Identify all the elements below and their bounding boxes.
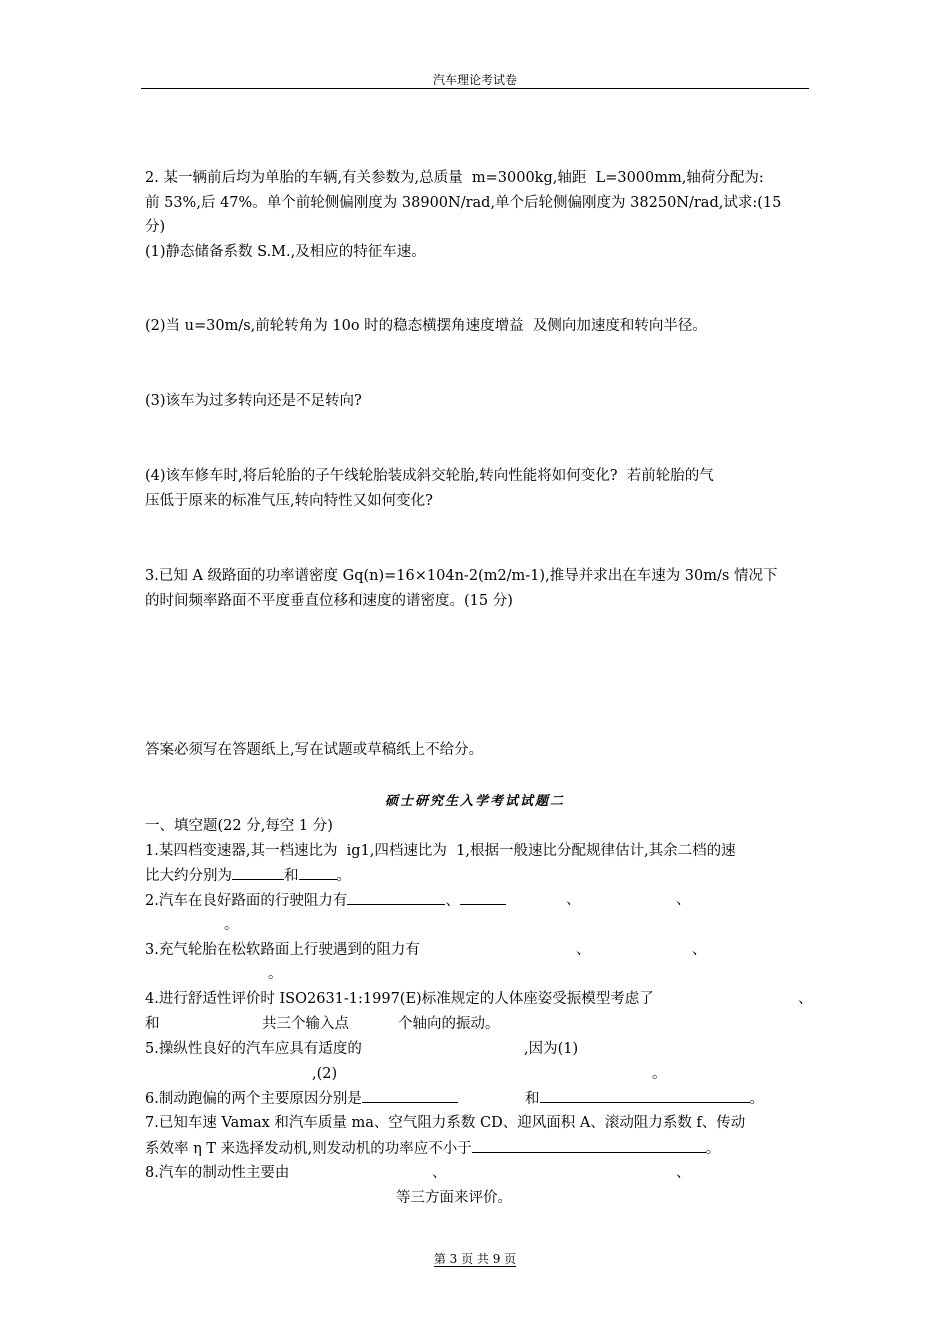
answer-blank[interactable] [472,1138,706,1153]
answer-blank[interactable] [347,890,445,905]
q3-line-1: 3.已知 A 级路面的功率谱密度 Gq(n)=16×104n-2(m2/m-1),推导并求出在车速为 30m/s 情况下 [145,568,778,584]
fill-3-end: 。 [268,966,283,982]
fill-8-sep-2: 、 [676,1165,691,1181]
fill-3-sep-2: 、 [692,942,707,958]
answer-blank[interactable] [232,865,284,880]
page-header-title: 汽车理论考试卷 [432,73,517,87]
fill-3-text: 3.充气轮胎在松软路面上行驶遇到的阻力有 [145,942,420,958]
fill-6-line [145,1088,458,1109]
page-footer [0,1250,950,1267]
q2-line-1: 2. 某一辆前后均为单胎的车辆,有关参数为,总质量 m=3000kg,轴距 L=3000mm,轴荷分配为: [145,170,764,186]
fill-8-line-a: 8.汽车的制动性主要由 [145,1165,290,1181]
fill-8-sep-1: 、 [432,1165,447,1181]
page-number: 第 3 页 共 9 页 [433,1252,517,1266]
fill-2-sep-2: 、 [566,892,581,908]
fill-7-line-a: 7.已知车速 Vamax 和汽车质量 ma、空气阻力系数 CD、迎风面积 A、滚动阻力系数 f、传动 [145,1115,746,1131]
fill-3-sep-1: 、 [576,942,591,958]
section-fill-in-title: 一、填空题(22 分,每空 1 分) [145,818,333,834]
q2-sub-3: (3)该车为过多转向还是不足转向? [145,393,362,409]
fill-5-end: 。 [652,1066,667,1082]
fill-1-line-b [145,865,351,886]
fill-2-text: 2.汽车在良好路面的行驶阻力有 [145,893,348,909]
q2-line-2: 前 53%,后 47%。单个前轮侧偏刚度为 38900N/rad,单个后轮侧偏刚度为 38250N/rad,试求:(15 [145,195,782,211]
fill-7-line-b [145,1138,720,1159]
answer-blank[interactable] [299,865,337,880]
fill-1-end: 。 [336,868,351,884]
fill-6-text: 6.制动跑偏的两个主要原因分别是 [145,1091,362,1107]
q2-line-3: 分) [145,219,166,235]
exam-title: 硕士研究生入学考试试题二 [384,794,565,809]
fill-1-line-a: 1.某四档变速器,其一档速比为 ig1,四档速比为 1,根据一般速比分配规律估计,其余二档的速 [145,843,736,859]
fill-7-text: 系效率 η T 来选择发动机,则发动机的功率应不小于 [145,1141,472,1157]
answer-blank[interactable] [540,1088,750,1103]
q2-sub-1: (1)静态储备系数 S.M.,及相应的特征车速。 [145,244,426,260]
fill-2-sep: 、 [445,893,460,909]
fill-6-second [525,1088,764,1109]
fill-7-end: 。 [705,1141,721,1157]
q2-sub-4b: 压低于原来的标准气压,转向特性又如何变化? [145,493,433,509]
fill-5-second: ,(2) [312,1066,338,1082]
fill-8-line-b: 等三方面来评价。 [396,1190,512,1206]
fill-1-text: 比大约分别为 [145,868,232,884]
fill-4-sep: 、 [798,991,813,1007]
q2-sub-4a: (4)该车修车时,将后轮胎的子午线轮胎装成斜交轮胎,转向性能将如何变化? 若前轮胎的气 [145,468,714,484]
fill-4-axes: 个轴向的振动。 [398,1016,500,1032]
header-rule [141,88,809,89]
answer-blank[interactable] [362,1088,458,1103]
fill-2-sep-3: 、 [676,892,691,908]
q3-line-2: 的时间频率路面不平度垂直位移和速度的谱密度。(15 分) [145,593,513,609]
fill-5-line-a: 5.操纵性良好的汽车应具有适度的 [145,1041,362,1057]
answer-notice: 答案必须写在答题纸上,写在试题或草稿纸上不给分。 [145,742,484,758]
fill-4-and: 和 [145,1016,160,1032]
fill-5-because: ,因为(1) [524,1041,579,1057]
fill-4-input-points: 共三个输入点 [262,1016,349,1032]
fill-6-end: 。 [749,1091,764,1107]
fill-1-and: 和 [284,868,299,884]
fill-6-and: 和 [525,1091,540,1107]
q2-sub-2: (2)当 u=30m/s,前轮转角为 10o 时的稳态横摆角速度增益 及侧向加速度和转向半径。 [145,318,707,334]
fill-2-end: 。 [224,917,239,933]
answer-blank[interactable] [460,890,506,905]
fill-4-line-a: 4.进行舒适性评价时 ISO2631-1:1997(E)标准规定的人体座姿受振模型考虑了 [145,991,654,1007]
fill-2-line [145,890,506,911]
